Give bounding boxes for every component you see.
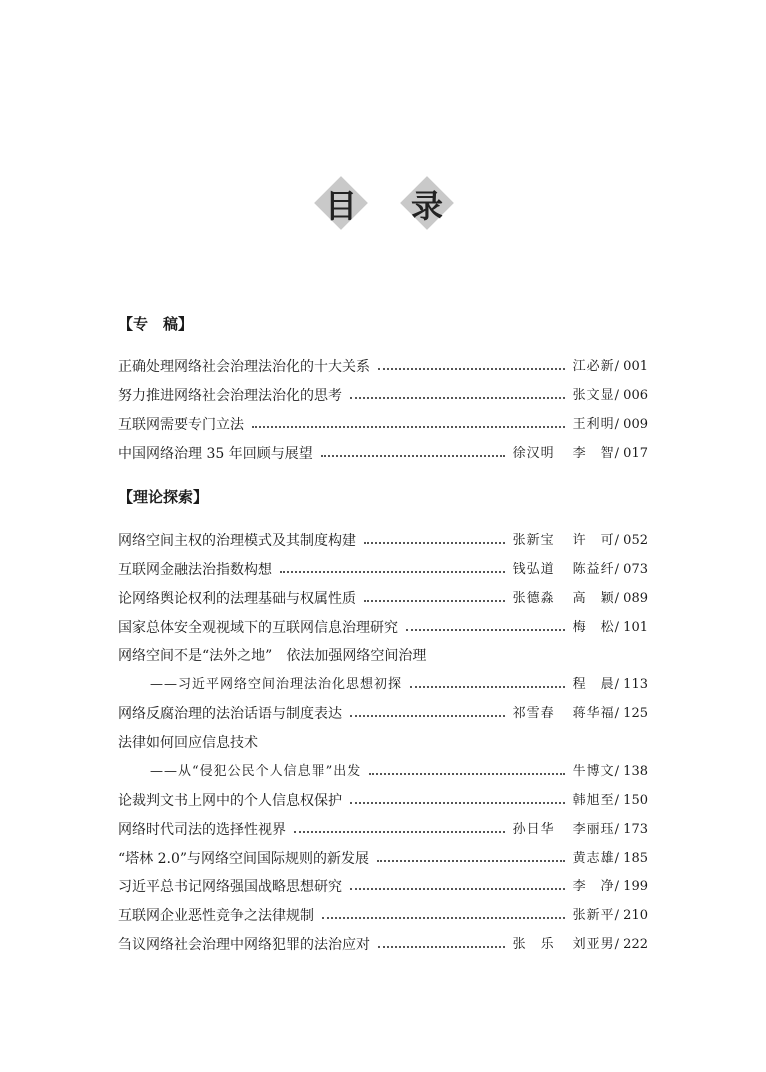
dot-leader [364,542,505,544]
dot-leader [406,629,565,631]
dot-leader [369,773,564,775]
entry-page: / 009 [614,417,648,432]
entry-title: 法律如何回应信息技术 [118,735,258,751]
entry-author: 韩旭至 [572,793,615,808]
entry-author-2: 高 颖 [572,591,615,606]
entry-title: 正确处理网络社会治理法治化的十大关系 [118,359,370,375]
entry-page: / 185 [614,851,648,866]
entry-page: / 222 [614,937,648,952]
dot-leader [378,946,505,948]
toc-entry[interactable] [118,560,648,580]
page-title [0,178,766,238]
entry-page: / 052 [614,533,648,548]
entry-author: 王利明 [572,417,615,432]
entry-author-2: 李丽珏 [572,822,615,837]
entry-page: / 089 [614,591,648,606]
toc-entry[interactable] [118,906,648,926]
entry-author: 张 乐 [512,937,555,952]
entry-author-2: 刘亚男 [572,937,615,952]
entry-title: 国家总体安全观视域下的互联网信息治理研究 [118,620,398,636]
entry-author-2: 蒋华福 [572,706,615,721]
dot-leader [350,888,565,890]
section-heading: 【专 稿】 [118,315,194,333]
entry-title: 网络空间不是“法外之地” 依法加强网络空间治理 [118,648,427,664]
entry-page: / 210 [614,908,648,923]
entry-page: / 173 [614,822,648,837]
toc-entry[interactable] [118,849,648,869]
entry-title: 网络反腐治理的法治话语与制度表达 [118,706,342,722]
toc-entry[interactable] [118,531,648,551]
entry-title: “塔林 2.0”与网络空间国际规则的新发展 [118,851,370,867]
toc-entry[interactable] [118,618,648,638]
toc-entry[interactable] [118,762,648,782]
entry-title: ——从“侵犯公民个人信息罪”出发 [150,764,362,779]
dot-leader [410,686,565,688]
title-char-1: 目 [324,187,357,225]
toc-entry[interactable] [118,386,648,406]
entry-page: / 150 [614,793,648,808]
entry-page: / 101 [614,620,648,635]
dot-leader [321,455,505,457]
entry-title: 互联网企业恶性竞争之法律规制 [118,908,314,924]
entry-author: 张德淼 [512,591,555,606]
dot-leader [364,600,505,602]
entry-author: 李 净 [572,879,615,894]
entry-title: 习近平总书记网络强国战略思想研究 [118,879,342,895]
dot-leader [350,715,505,717]
toc-entry[interactable] [118,646,648,666]
entry-author: 张文显 [572,388,615,403]
entry-page: / 073 [614,562,648,577]
entry-title: 努力推进网络社会治理法治化的思考 [118,388,342,404]
title-char-2: 录 [410,187,443,225]
toc-entry[interactable] [118,935,648,955]
dot-leader [294,831,505,833]
toc-entry[interactable] [118,877,648,897]
entry-author: 黄志雄 [572,851,615,866]
toc-entry[interactable] [118,357,648,377]
entry-page: / 199 [614,879,648,894]
entry-author: 祁雪春 [512,706,555,721]
entry-author: 孙日华 [512,822,555,837]
entry-title: 互联网需要专门立法 [118,417,244,433]
entry-title: 互联网金融法治指数构想 [118,562,272,578]
toc-entry[interactable] [118,444,648,464]
entry-author: 牛博文 [572,764,615,779]
entry-page: / 138 [614,764,648,779]
dot-leader [378,368,565,370]
entry-author: 张新平 [572,908,615,923]
entry-author: 梅 松 [572,620,615,635]
toc-entry[interactable] [118,415,648,435]
entry-page: / 125 [614,706,648,721]
entry-title: 刍议网络社会治理中网络犯罪的法治应对 [118,937,370,953]
toc-entry[interactable] [118,589,648,609]
entry-title: 论网络舆论权利的法理基础与权属性质 [118,591,356,607]
toc-entry[interactable] [118,704,648,724]
dot-leader [350,802,565,804]
entry-page: / 001 [614,359,648,374]
entry-author: 程 晨 [572,677,615,692]
toc-entry[interactable] [118,733,648,753]
entry-page: / 017 [614,446,648,461]
dot-leader [322,917,565,919]
entry-page: / 113 [614,677,648,692]
entry-author-2: 李 智 [572,446,615,461]
entry-title: 中国网络治理 35 年回顾与展望 [118,446,313,462]
entry-page: / 006 [614,388,648,403]
entry-author: 张新宝 [512,533,555,548]
entry-author: 钱弘道 [512,562,555,577]
entry-title: 网络空间主权的治理模式及其制度构建 [118,533,356,549]
toc-entry[interactable] [118,791,648,811]
entry-author-2: 陈益纤 [572,562,615,577]
dot-leader [377,860,565,862]
toc-entry[interactable] [118,820,648,840]
entry-author-2: 许 可 [572,533,615,548]
entry-author: 江必新 [572,359,615,374]
dot-leader [252,426,565,428]
toc-entry[interactable] [118,675,648,695]
section-heading: 【理论探索】 [118,488,209,506]
entry-title: 论裁判文书上网中的个人信息权保护 [118,793,342,809]
dot-leader [350,397,565,399]
entry-author: 徐汉明 [512,446,555,461]
dot-leader [280,571,505,573]
entry-title: ——习近平网络空间治理法治化思想初探 [150,677,403,692]
entry-title: 网络时代司法的选择性视界 [118,822,286,838]
